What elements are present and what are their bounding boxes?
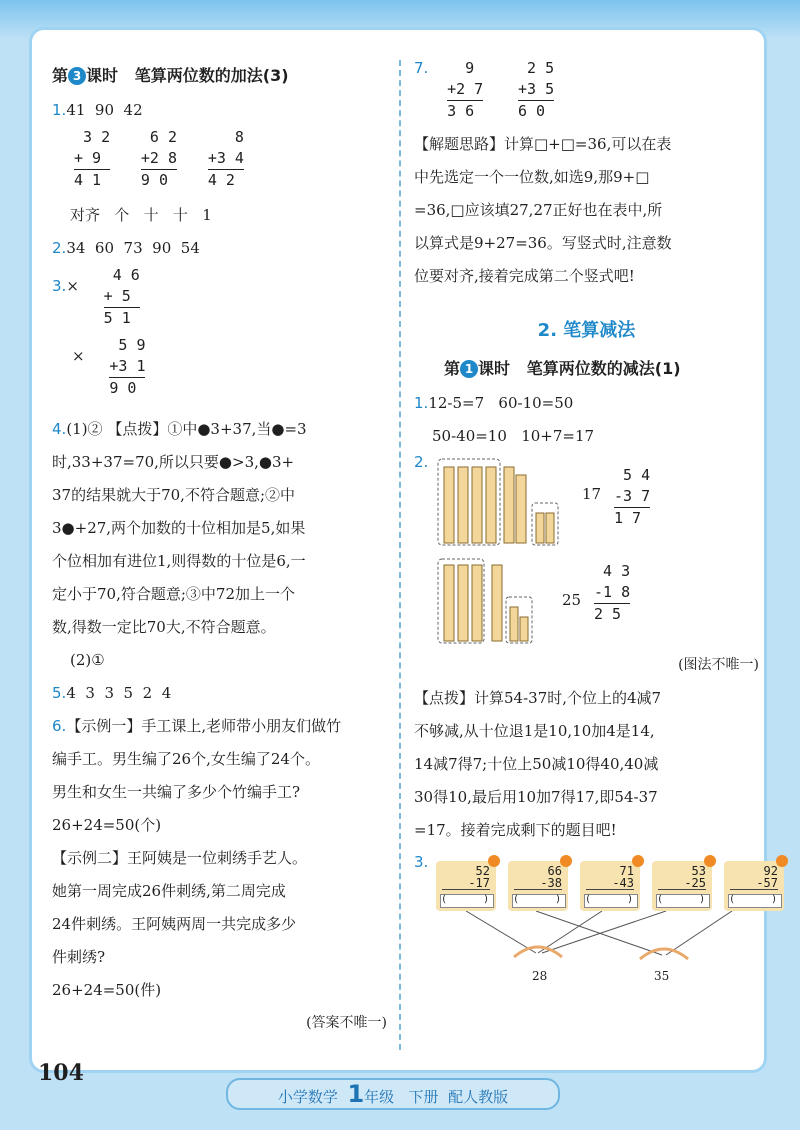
r-q2-note: (图法不唯一) xyxy=(678,657,759,673)
vertical-calc xyxy=(614,465,650,529)
vertical-calc xyxy=(447,58,483,122)
problem-card xyxy=(580,861,640,911)
q5-label: 5. xyxy=(52,684,67,702)
footer-grade-num: 1 xyxy=(347,1080,365,1108)
q6-block xyxy=(52,710,387,1040)
operand: 2 5 xyxy=(518,59,555,77)
operand: +2 8 xyxy=(140,149,178,167)
q7-text: 中先选定一个一位数,如选9,那9+□ xyxy=(414,168,650,186)
title-name: 笔算两位数的加法(3) xyxy=(134,66,289,85)
operand: 5 9 xyxy=(109,336,146,354)
q7-verticals xyxy=(414,58,759,128)
footer-subject: 小学数学 xyxy=(277,1088,338,1106)
remainder-value: 25 xyxy=(562,591,582,609)
r-q3-label: 3. xyxy=(414,853,429,871)
result: 2 5 xyxy=(594,603,630,625)
q6-text: 26+24=50(个) xyxy=(52,816,162,834)
result: 3 6 xyxy=(447,100,483,122)
r-q2-row1 xyxy=(414,453,759,553)
orange-icon xyxy=(632,855,644,867)
operand: 4 3 xyxy=(594,562,631,580)
operand: + 9 xyxy=(74,149,102,167)
operand: -3 7 xyxy=(614,487,651,505)
tip-text: =17。接着完成剩下的题目吧! xyxy=(414,821,617,839)
q6-text: 24件刺绣。王阿姨两周一共完成多少 xyxy=(52,915,297,933)
r-q1-text: 12-5=7 60-10=50 xyxy=(428,394,574,412)
vertical-calc xyxy=(74,127,110,191)
q7-text: =36,□应该填27,27正好也在表中,所 xyxy=(414,201,663,219)
q2-label: 2. xyxy=(52,239,67,257)
right-column xyxy=(414,58,778,983)
card-bottom: -43 xyxy=(586,877,634,890)
q4-text: (2)① xyxy=(70,651,105,669)
q1-tail: 对齐 个 十 十 1 xyxy=(70,206,212,224)
vertical-calc xyxy=(594,561,630,625)
wrong-mark: × xyxy=(66,277,79,295)
answer-blank[interactable]: ( ) xyxy=(584,894,638,908)
q6-note: (答案不唯一) xyxy=(306,1015,387,1031)
q5-line xyxy=(52,677,387,710)
q4-block xyxy=(52,413,387,677)
vertical-calc xyxy=(109,335,145,399)
q7-text: 以算式是9+27=36。写竖式时,注意数 xyxy=(414,234,672,252)
q4-text: (1)② 【点拨】①中●3+37,当●=3 xyxy=(66,420,307,438)
title-prefix: 第 xyxy=(444,359,461,378)
problem-card xyxy=(724,861,784,911)
q4-text: 数,得数一定比70大,不符合题意。 xyxy=(52,618,276,636)
operand: +3 5 xyxy=(518,80,555,98)
q4-text: 定小于70,符合题意;③中72加上一个 xyxy=(52,585,295,603)
result: 1 7 xyxy=(614,507,650,529)
q6-text: 编手工。男生编了26个,女生编了24个。 xyxy=(52,750,320,768)
q2-answers: 34 60 73 90 54 xyxy=(66,239,200,257)
card-top: 52 xyxy=(475,864,490,878)
answer-blank[interactable]: ( ) xyxy=(512,894,566,908)
q1-verticals xyxy=(74,127,387,199)
answer-bubble: 35 xyxy=(654,969,670,983)
tens-blocks-43 xyxy=(436,557,566,647)
tip-block xyxy=(414,682,759,847)
q3-label: 3. xyxy=(52,277,67,295)
tip-text: 【点拨】计算54-37时,个位上的4减7 xyxy=(414,689,662,707)
tip-text: 14减7得7;十位上50减10得40,40减 xyxy=(414,755,659,773)
title-suffix: 课时 xyxy=(86,66,119,85)
r-q3-block xyxy=(414,853,778,983)
matching-lines xyxy=(414,911,754,981)
lesson-title-1 xyxy=(444,351,759,387)
card-top: 53 xyxy=(691,864,706,878)
orange-icon xyxy=(560,855,572,867)
title-suffix: 课时 xyxy=(478,359,511,378)
card-top: 71 xyxy=(619,864,634,878)
title-name: 笔算两位数的减法(1) xyxy=(526,359,681,378)
answer-blank[interactable]: ( ) xyxy=(440,894,494,908)
q6-label: 6. xyxy=(52,717,67,735)
operand: 8 xyxy=(207,128,244,146)
q4-text: 37的结果就大于70,不符合题意;②中 xyxy=(52,486,295,504)
result: 9 0 xyxy=(109,377,145,399)
answer-bubble: 28 xyxy=(532,969,548,983)
card-bottom: -57 xyxy=(730,877,778,890)
footer-edition: 配人教版 xyxy=(448,1088,509,1106)
problem-card xyxy=(436,861,496,911)
operand: 3 2 xyxy=(74,128,111,146)
q3-block-1 xyxy=(52,265,387,335)
problem-card xyxy=(508,861,568,911)
vertical-calc xyxy=(208,127,244,191)
q1-line xyxy=(52,94,387,127)
wrong-mark: × xyxy=(72,347,85,365)
q4-text: 个位相加有进位1,则得数的十位是6,一 xyxy=(52,552,306,570)
page-number: 104 xyxy=(38,1060,84,1086)
answer-blank[interactable]: ( ) xyxy=(656,894,710,908)
operand: 4 6 xyxy=(103,266,140,284)
q7-explanation xyxy=(414,128,759,293)
card-top: 66 xyxy=(547,864,562,878)
title-prefix: 第 xyxy=(52,66,69,85)
operand: 9 xyxy=(447,59,475,77)
result: 5 1 xyxy=(104,307,140,329)
q5-answers: 4 3 3 5 2 4 xyxy=(66,684,172,702)
tip-text: 30得10,最后用10加7得17,即54-37 xyxy=(414,788,658,806)
q6-text: 件刺绣? xyxy=(52,948,106,966)
result: 6 0 xyxy=(518,100,554,122)
q6-text: 男生和女生一共编了多少个竹编手工? xyxy=(52,783,301,801)
footer-grade: 年级 xyxy=(364,1088,395,1106)
q1-label: 1. xyxy=(52,101,67,119)
r-q1-line xyxy=(414,387,759,420)
tip-text: 不够减,从十位退1是10,10加4是14, xyxy=(414,722,655,740)
q6-text: 【示例一】手工课上,老师带小朋友们做竹 xyxy=(66,717,342,735)
operand: +3 1 xyxy=(109,357,146,375)
result: 4 2 xyxy=(208,169,244,191)
problem-cards xyxy=(436,861,784,911)
q7-text: 位要对齐,接着完成第二个竖式吧! xyxy=(414,267,635,285)
q4-label: 4. xyxy=(52,420,67,438)
r-q1-label: 1. xyxy=(414,394,429,412)
q7-label: 7. xyxy=(414,59,429,77)
operand: +3 4 xyxy=(207,149,244,167)
q6-text: 【示例二】王阿姨是一位刺绣手艺人。 xyxy=(52,849,308,867)
q4-line xyxy=(52,413,387,446)
r-q2-row2 xyxy=(414,553,759,649)
footer-banner xyxy=(226,1078,560,1110)
q6-line xyxy=(52,710,387,743)
operand: 6 2 xyxy=(140,128,178,146)
operand: + 5 xyxy=(103,287,131,305)
r-q2-label: 2. xyxy=(414,453,429,471)
q2-line xyxy=(52,232,387,265)
q6-text: 她第一周完成26件刺绣,第二周完成 xyxy=(52,882,286,900)
problem-card xyxy=(652,861,712,911)
remainder-value: 17 xyxy=(582,485,602,503)
orange-icon xyxy=(488,855,500,867)
left-column xyxy=(52,58,387,1040)
section-title: 2. 笔算减法 xyxy=(537,320,636,341)
q6-text: 26+24=50(件) xyxy=(52,981,162,999)
orange-icon xyxy=(776,855,788,867)
vertical-calc xyxy=(141,127,177,191)
q4-text: 3●+27,两个加数的十位相加是5,如果 xyxy=(52,519,306,537)
card-bottom: -17 xyxy=(442,877,490,890)
q3-block-2 xyxy=(52,335,387,413)
orange-icon xyxy=(704,855,716,867)
operand: 5 4 xyxy=(614,466,651,484)
result: 9 0 xyxy=(141,169,177,191)
q7-text: 【解题思路】计算□+□=36,可以在表 xyxy=(414,135,672,153)
lesson-number-badge: 3 xyxy=(68,67,86,85)
vertical-calc xyxy=(104,265,140,329)
tens-blocks-54 xyxy=(436,457,566,549)
lesson-title-3 xyxy=(52,58,387,94)
q1-answers: 41 90 42 xyxy=(66,101,143,119)
operand: +2 7 xyxy=(447,80,484,98)
card-top: 92 xyxy=(763,864,778,878)
result: 4 1 xyxy=(74,169,110,191)
r-q1-text: 50-40=10 10+7=17 xyxy=(432,427,595,445)
q4-text: 时,33+37=70,所以只要●>3,●3+ xyxy=(52,453,295,471)
operand: -1 8 xyxy=(594,583,631,601)
card-bottom: -38 xyxy=(514,877,562,890)
footer-volume: 下册 xyxy=(408,1088,439,1106)
vertical-calc xyxy=(518,58,554,122)
card-bottom: -25 xyxy=(658,877,706,890)
answer-blank[interactable]: ( ) xyxy=(728,894,782,908)
lesson-number-badge: 1 xyxy=(460,360,478,378)
